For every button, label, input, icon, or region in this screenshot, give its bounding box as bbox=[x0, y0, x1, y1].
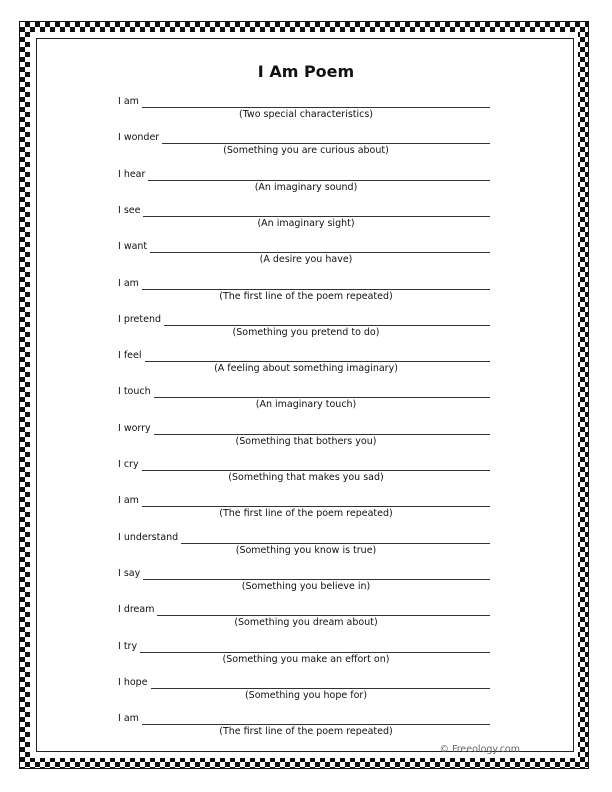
fill-in-blank[interactable] bbox=[162, 133, 490, 144]
fill-in-blank[interactable] bbox=[151, 678, 490, 689]
line-label: I try bbox=[118, 640, 138, 652]
fill-in-blank[interactable] bbox=[142, 714, 490, 725]
poem-line bbox=[0, 566, 612, 600]
line-hint: (Something you believe in) bbox=[241, 580, 371, 592]
line-label: I feel bbox=[118, 350, 142, 362]
poem-line bbox=[0, 602, 612, 636]
line-label: I am bbox=[118, 495, 139, 507]
line-label: I want bbox=[118, 241, 148, 253]
page-title: I Am Poem bbox=[257, 62, 355, 81]
fill-in-blank[interactable] bbox=[142, 496, 490, 507]
fill-in-blank[interactable] bbox=[150, 242, 490, 253]
line-label: I worry bbox=[118, 422, 151, 434]
line-label: I wonder bbox=[118, 132, 160, 144]
poem-line bbox=[0, 94, 612, 128]
line-label: I say bbox=[118, 567, 141, 579]
fill-in-blank[interactable] bbox=[143, 206, 490, 217]
line-hint: (Something you know is true) bbox=[235, 544, 377, 556]
line-label: I am bbox=[118, 96, 139, 107]
poem-line bbox=[0, 493, 612, 527]
line-label: I dream bbox=[118, 604, 155, 616]
line-label: I see bbox=[118, 204, 141, 216]
line-entry bbox=[118, 312, 490, 326]
poem-line bbox=[0, 203, 612, 237]
fill-in-blank[interactable] bbox=[181, 533, 490, 544]
poem-line bbox=[0, 276, 612, 310]
line-entry bbox=[118, 530, 490, 544]
poem-line bbox=[0, 711, 612, 745]
line-entry bbox=[118, 457, 490, 471]
fill-in-blank[interactable] bbox=[148, 170, 490, 181]
line-entry bbox=[118, 94, 490, 108]
fill-in-blank[interactable] bbox=[142, 279, 490, 290]
poem-line bbox=[0, 348, 612, 382]
poem-line bbox=[0, 530, 612, 564]
fill-in-blank[interactable] bbox=[145, 351, 491, 362]
line-hint: (The first line of the poem repeated) bbox=[219, 508, 393, 520]
line-entry bbox=[118, 566, 490, 580]
line-hint: (Two special characteristics) bbox=[238, 109, 374, 120]
poem-line bbox=[0, 130, 612, 164]
poem-line bbox=[0, 639, 612, 673]
line-entry bbox=[118, 276, 490, 290]
poem-line bbox=[0, 384, 612, 418]
line-label: I touch bbox=[118, 386, 151, 398]
line-entry bbox=[118, 602, 490, 616]
copyright-footer: © Freeology.com bbox=[439, 744, 520, 755]
fill-in-blank[interactable] bbox=[164, 315, 490, 326]
line-hint: (Something you make an effort on) bbox=[222, 653, 390, 665]
line-entry bbox=[118, 203, 490, 217]
line-hint: (Something you hope for) bbox=[244, 689, 368, 701]
line-entry bbox=[118, 675, 490, 689]
line-label: I am bbox=[118, 277, 139, 289]
line-hint: (The first line of the poem repeated) bbox=[219, 290, 393, 302]
line-hint: (A feeling about something imaginary) bbox=[214, 363, 398, 375]
fill-in-blank[interactable] bbox=[154, 424, 490, 435]
line-hint: (Something you dream about) bbox=[234, 617, 378, 629]
fill-in-blank[interactable] bbox=[142, 460, 490, 471]
line-label: I pretend bbox=[118, 313, 162, 325]
poem-line bbox=[0, 675, 612, 709]
line-entry bbox=[118, 130, 490, 144]
line-entry bbox=[118, 348, 490, 362]
line-hint: (A desire you have) bbox=[259, 254, 353, 266]
fill-in-blank[interactable] bbox=[140, 642, 490, 653]
line-hint: (An imaginary sound) bbox=[254, 181, 358, 193]
fill-in-blank[interactable] bbox=[142, 97, 490, 108]
line-entry bbox=[118, 711, 490, 725]
line-entry bbox=[118, 167, 490, 181]
line-hint: (Something that makes you sad) bbox=[228, 472, 384, 483]
line-hint: (An imaginary touch) bbox=[255, 399, 357, 411]
fill-in-blank[interactable] bbox=[157, 605, 490, 616]
line-hint: (Something you are curious about) bbox=[223, 145, 389, 157]
line-entry bbox=[118, 639, 490, 653]
line-label: I cry bbox=[118, 459, 139, 470]
line-hint: (An imaginary sight) bbox=[257, 217, 355, 229]
line-entry bbox=[118, 493, 490, 507]
line-label: I am bbox=[118, 713, 139, 725]
fill-in-blank[interactable] bbox=[154, 387, 490, 398]
line-entry bbox=[118, 421, 490, 435]
line-entry bbox=[118, 239, 490, 253]
line-label: I hope bbox=[118, 676, 148, 688]
poem-line bbox=[0, 239, 612, 273]
poem-line bbox=[0, 457, 612, 491]
poem-line bbox=[0, 312, 612, 346]
line-hint: (The first line of the poem repeated) bbox=[219, 726, 393, 738]
line-hint: (Something you pretend to do) bbox=[232, 326, 380, 338]
fill-in-blank[interactable] bbox=[143, 569, 490, 580]
line-entry bbox=[118, 384, 490, 398]
line-hint: (Something that bothers you) bbox=[235, 435, 377, 447]
poem-line bbox=[0, 421, 612, 455]
line-label: I understand bbox=[118, 531, 179, 543]
line-label: I hear bbox=[118, 168, 146, 180]
poem-line bbox=[0, 167, 612, 201]
